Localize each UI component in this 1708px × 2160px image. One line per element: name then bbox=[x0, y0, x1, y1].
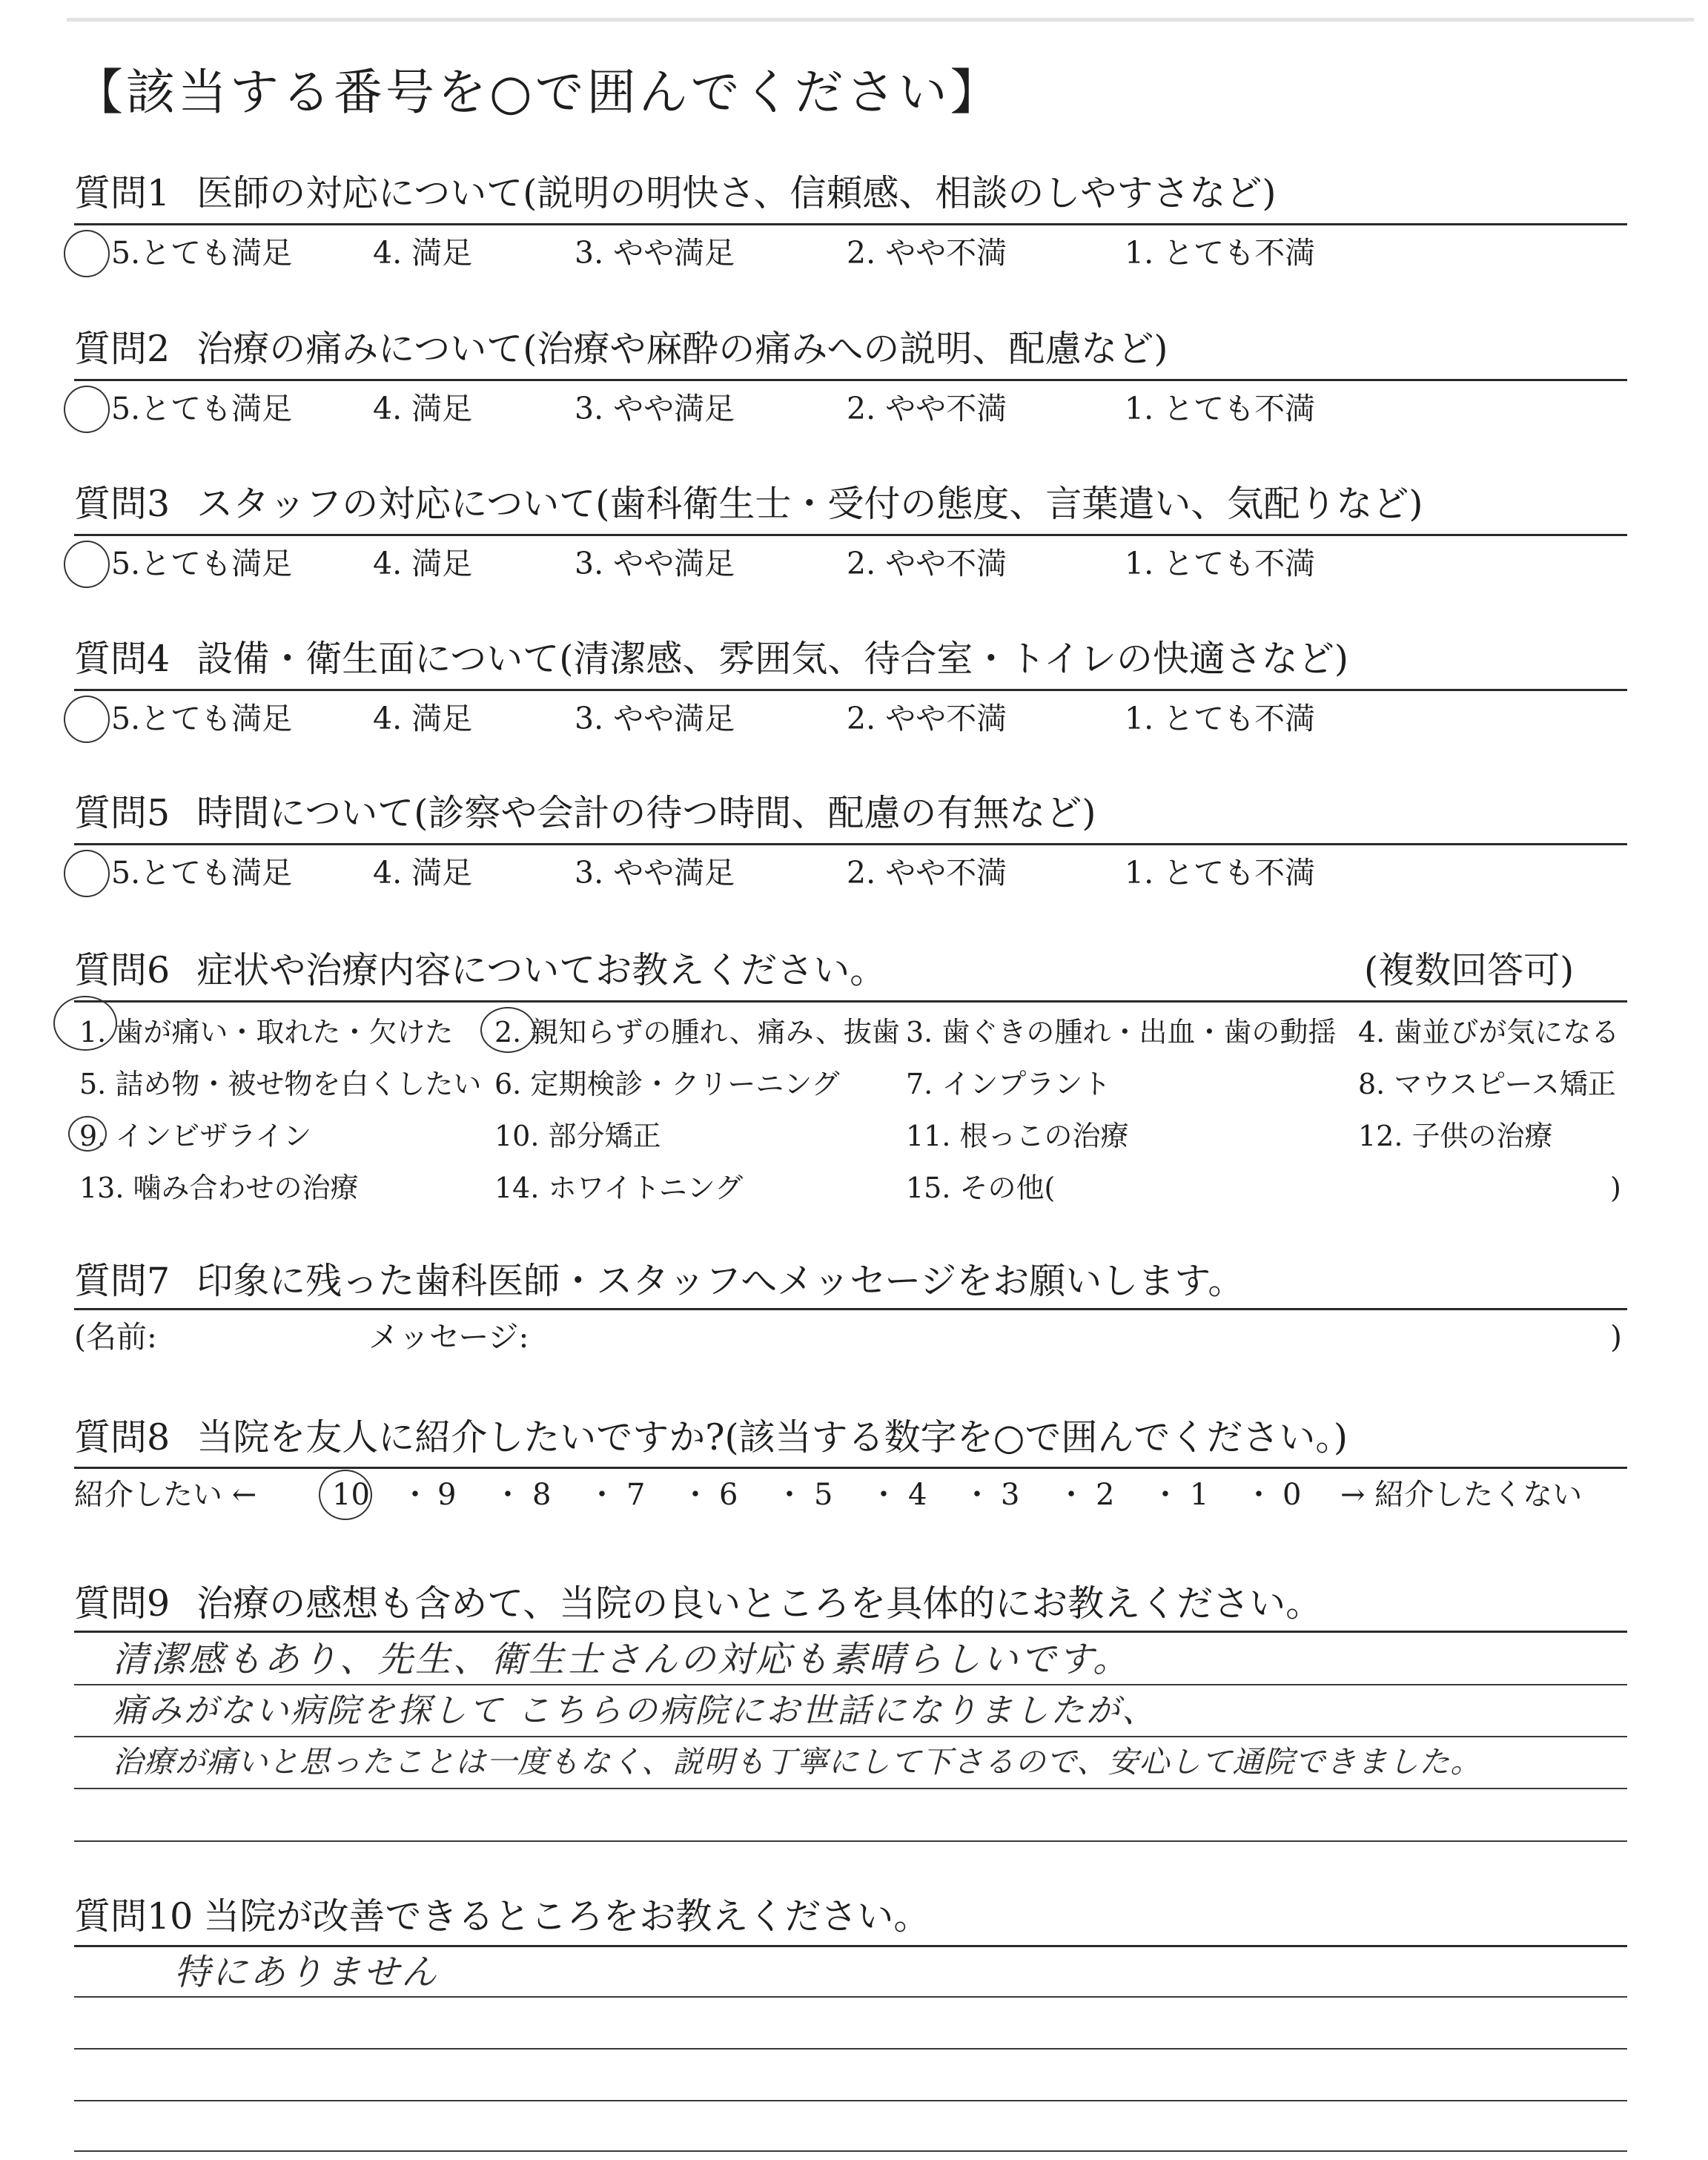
q8-scale-separator: ・ bbox=[1244, 1478, 1274, 1512]
q8-scale-separator: ・ bbox=[1056, 1478, 1086, 1512]
q6-text: 症状や治療内容についてお教えください。 bbox=[196, 949, 887, 991]
q8-scale-10[interactable]: 10 bbox=[332, 1478, 370, 1512]
q2-selection-circle bbox=[64, 386, 110, 433]
q5-title bbox=[74, 792, 1096, 834]
q7-text: 印象に残った歯科医師・スタッフへメッセージをお願いします。 bbox=[196, 1260, 1245, 1302]
q5-label: 質問5 bbox=[74, 792, 171, 834]
q1-text: 医師の対応について(説明の明快さ、信頼感、相談のしやすさなど) bbox=[196, 172, 1277, 214]
q10-label: 質問10 bbox=[74, 1895, 193, 1938]
q3-text: スタッフの対応について(歯科衛生士・受付の態度、言葉遣い、気配りなど) bbox=[196, 483, 1423, 525]
q8-right-label: → 紹介したくない bbox=[1340, 1478, 1583, 1512]
q8-title bbox=[74, 1416, 1348, 1459]
q6-option-4[interactable]: 4. 歯並びが気になる bbox=[1358, 1016, 1620, 1048]
q1-label: 質問1 bbox=[74, 172, 171, 214]
q8-scale-9[interactable]: 9 bbox=[437, 1478, 457, 1512]
q8-scale-separator: ・ bbox=[962, 1478, 992, 1512]
q4-selection-circle bbox=[64, 696, 110, 743]
q6-option-10[interactable]: 10. 部分矯正 bbox=[494, 1120, 661, 1152]
q8-scale-7[interactable]: 7 bbox=[626, 1478, 646, 1512]
q4-option-1[interactable]: 1. とても不満 bbox=[1125, 701, 1316, 736]
q9-line-4 bbox=[74, 1840, 1627, 1842]
q9-line-3 bbox=[74, 1788, 1627, 1789]
q5-option-1[interactable]: 1. とても不満 bbox=[1125, 855, 1316, 891]
q1-option-2[interactable]: 2. やや不満 bbox=[847, 235, 1007, 271]
q6-selection-circle-2 bbox=[480, 1007, 535, 1053]
q8-scale-5[interactable]: 5 bbox=[814, 1478, 833, 1512]
q8-scale-separator: ・ bbox=[775, 1478, 804, 1512]
q7-message-label: メッセージ: bbox=[368, 1319, 529, 1355]
q8-scale-separator: ・ bbox=[869, 1478, 898, 1512]
q6-selection-circle-1 bbox=[53, 996, 117, 1051]
q6-option-11[interactable]: 11. 根っこの治療 bbox=[906, 1120, 1129, 1152]
q10-rule bbox=[74, 1945, 1627, 1947]
q9-answer-line-3: 治療が痛いと思ったことは一度もなく、説明も丁寧にして下さるので、安心して通院できました。 bbox=[113, 1744, 1482, 1780]
q7-close-paren: ) bbox=[1610, 1319, 1622, 1355]
q2-option-4[interactable]: 4. 満足 bbox=[373, 391, 473, 426]
q7-rule bbox=[74, 1308, 1627, 1310]
q2-text: 治療の痛みについて(治療や麻酔の痛みへの説明、配慮など) bbox=[196, 328, 1168, 370]
q3-rule bbox=[74, 534, 1627, 536]
q9-answer-line-2: 痛みがない病院を探して こちらの病院にお世話になりましたが、 bbox=[113, 1691, 1158, 1730]
q3-selection-circle bbox=[64, 541, 110, 588]
q10-line-2 bbox=[74, 2048, 1627, 2050]
q8-label: 質問8 bbox=[74, 1416, 171, 1459]
q6-option-9[interactable]: 9. インビザライン bbox=[79, 1120, 312, 1152]
q8-scale-1[interactable]: 1 bbox=[1190, 1478, 1209, 1512]
q9-rule bbox=[74, 1631, 1627, 1633]
q5-option-3[interactable]: 3. やや満足 bbox=[575, 855, 735, 891]
q1-option-4[interactable]: 4. 満足 bbox=[373, 235, 473, 271]
q1-title bbox=[74, 172, 1277, 214]
q2-option-3[interactable]: 3. やや満足 bbox=[575, 391, 735, 426]
q4-option-2[interactable]: 2. やや不満 bbox=[847, 701, 1007, 736]
q3-option-2[interactable]: 2. やや不満 bbox=[847, 546, 1007, 581]
q6-option-7[interactable]: 7. インプラント bbox=[906, 1068, 1111, 1100]
q2-option-5[interactable]: 5.とても満足 bbox=[111, 391, 293, 426]
q1-selection-circle bbox=[64, 230, 110, 277]
q5-option-5[interactable]: 5.とても満足 bbox=[111, 855, 293, 891]
q6-option-2[interactable]: 2. 親知らずの腫れ、痛み、抜歯 bbox=[494, 1016, 900, 1048]
q9-title bbox=[74, 1582, 1323, 1625]
q10-text: 当院が改善できるところをお教えください。 bbox=[203, 1895, 930, 1938]
q7-name-label: (名前: bbox=[74, 1319, 157, 1355]
instruction-header: 【該当する番号を○で囲んでください】 bbox=[74, 64, 1002, 121]
q1-option-3[interactable]: 3. やや満足 bbox=[575, 235, 735, 271]
q8-rule bbox=[74, 1467, 1627, 1469]
q8-scale-separator: ・ bbox=[400, 1478, 430, 1512]
q10-line-1 bbox=[74, 1996, 1627, 1998]
q6-option-8[interactable]: 8. マウスピース矯正 bbox=[1358, 1068, 1616, 1100]
q2-label: 質問2 bbox=[74, 328, 171, 370]
q8-left-label: 紹介したい ← bbox=[74, 1478, 257, 1512]
q8-scale-separator: ・ bbox=[1151, 1478, 1180, 1512]
q10-line-3 bbox=[74, 2100, 1627, 2101]
q1-rule bbox=[74, 223, 1627, 225]
q9-line-2 bbox=[74, 1736, 1627, 1737]
q3-option-5[interactable]: 5.とても満足 bbox=[111, 546, 293, 581]
top-edge bbox=[67, 18, 1694, 22]
q2-rule bbox=[74, 379, 1627, 381]
q1-option-1[interactable]: 1. とても不満 bbox=[1125, 235, 1316, 271]
q4-option-3[interactable]: 3. やや満足 bbox=[575, 701, 735, 736]
q6-option-15[interactable]: 15. その他( bbox=[906, 1172, 1056, 1204]
q10-title bbox=[74, 1895, 930, 1938]
q7-name-field[interactable] bbox=[171, 1317, 356, 1357]
q6-title bbox=[74, 949, 887, 991]
q6-other-close: ) bbox=[1610, 1172, 1621, 1204]
q2-title bbox=[74, 328, 1168, 370]
q7-message-field[interactable] bbox=[563, 1317, 1601, 1357]
q5-option-2[interactable]: 2. やや不満 bbox=[847, 855, 1007, 891]
q6-rule bbox=[74, 1000, 1627, 1003]
q6-option-6[interactable]: 6. 定期検診・クリーニング bbox=[494, 1068, 840, 1100]
q6-option-3[interactable]: 3. 歯ぐきの腫れ・出血・歯の動揺 bbox=[906, 1016, 1337, 1048]
q6-option-14[interactable]: 14. ホワイトニング bbox=[494, 1172, 744, 1204]
q8-text: 当院を友人に紹介したいですか?(該当する数字を○で囲んでください。) bbox=[196, 1416, 1348, 1459]
q4-option-5[interactable]: 5.とても満足 bbox=[111, 701, 293, 736]
q3-option-1[interactable]: 1. とても不満 bbox=[1125, 546, 1316, 581]
q8-scale-2[interactable]: 2 bbox=[1096, 1478, 1115, 1512]
q4-text: 設備・衛生面について(清潔感、雰囲気、待合室・トイレの快適さなど) bbox=[196, 638, 1348, 680]
q5-selection-circle bbox=[64, 850, 110, 897]
q7-label: 質問7 bbox=[74, 1260, 171, 1302]
q6-option-1[interactable]: 1. 歯が痛い・取れた・欠けた bbox=[79, 1016, 454, 1048]
q4-title bbox=[74, 638, 1348, 680]
q8-selection-circle bbox=[319, 1470, 372, 1520]
q1-option-5[interactable]: 5.とても満足 bbox=[111, 235, 293, 271]
q6-option-13[interactable]: 13. 噛み合わせの治療 bbox=[79, 1172, 359, 1204]
q2-option-1[interactable]: 1. とても不満 bbox=[1125, 391, 1316, 426]
q8-scale-6[interactable]: 6 bbox=[719, 1478, 738, 1512]
q5-rule bbox=[74, 843, 1627, 845]
q6-option-5[interactable]: 5. 詰め物・被せ物を白くしたい bbox=[79, 1068, 482, 1100]
q3-option-4[interactable]: 4. 満足 bbox=[373, 546, 473, 581]
q5-option-4[interactable]: 4. 満足 bbox=[373, 855, 473, 891]
q8-scale-separator: ・ bbox=[493, 1478, 523, 1512]
q8-scale-8[interactable]: 8 bbox=[532, 1478, 552, 1512]
q6-label: 質問6 bbox=[74, 949, 171, 991]
q2-option-2[interactable]: 2. やや不満 bbox=[847, 391, 1007, 426]
q5-text: 時間について(診察や会計の待つ時間、配慮の有無など) bbox=[196, 792, 1096, 834]
q9-answer-line-1: 清潔感もあり、先生、衛生士さんの対応も素晴らしいです。 bbox=[113, 1639, 1131, 1680]
q8-scale-separator: ・ bbox=[587, 1478, 617, 1512]
q10-line-4 bbox=[74, 2150, 1627, 2152]
q6-selection-circle-9 bbox=[68, 1116, 107, 1152]
q8-scale-3[interactable]: 3 bbox=[1001, 1478, 1020, 1512]
q8-scale-0[interactable]: 0 bbox=[1282, 1478, 1302, 1512]
q6-option-12[interactable]: 12. 子供の治療 bbox=[1358, 1120, 1553, 1152]
q8-scale-separator: ・ bbox=[681, 1478, 710, 1512]
q3-label: 質問3 bbox=[74, 483, 171, 525]
q8-scale-4[interactable]: 4 bbox=[908, 1478, 927, 1512]
q10-answer-line-1: 特にありません bbox=[174, 1952, 440, 1993]
q3-title bbox=[74, 483, 1423, 525]
q9-label: 質問9 bbox=[74, 1582, 171, 1625]
q4-rule bbox=[74, 689, 1627, 691]
q4-label: 質問4 bbox=[74, 638, 171, 680]
q7-title bbox=[74, 1260, 1245, 1302]
q6-note: (複数回答可) bbox=[1364, 949, 1575, 991]
q3-option-3[interactable]: 3. やや満足 bbox=[575, 546, 735, 581]
q4-option-4[interactable]: 4. 満足 bbox=[373, 701, 473, 736]
q9-text: 治療の感想も含めて、当院の良いところを具体的にお教えください。 bbox=[196, 1582, 1323, 1625]
q9-line-1 bbox=[74, 1684, 1627, 1685]
